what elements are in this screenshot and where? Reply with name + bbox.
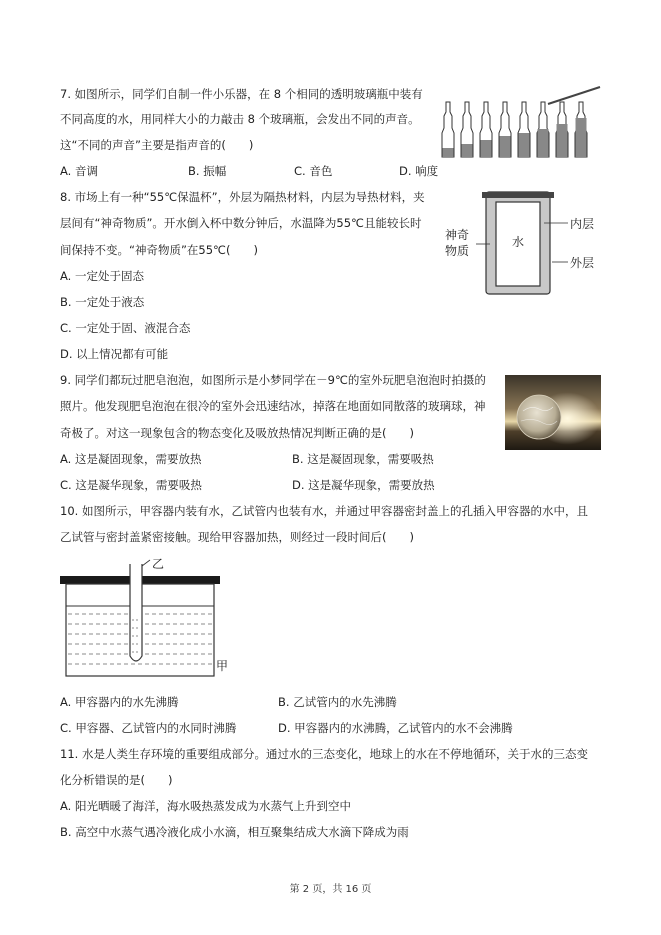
q10-option-a: A. 甲容器内的水先沸腾 xyxy=(60,695,179,709)
q9-option-d: D. 这是凝华现象，需要放热 xyxy=(292,478,435,492)
yi-label: 乙 xyxy=(152,557,165,571)
cup-lid xyxy=(482,192,554,198)
q8-option-c: C. 一定处于固、液混合态 xyxy=(60,321,191,335)
q8-line-2: 层间有“神奇物质”。开水倒入杯中数分钟后，水温降为55℃且能较长时 xyxy=(60,216,422,230)
frozen-bubble xyxy=(517,395,561,439)
inner-layer-label: 内层 xyxy=(570,217,595,231)
q9-option-a: A. 这是凝固现象，需要放热 xyxy=(60,452,202,466)
q7-option-d: D. 响度 xyxy=(399,164,439,178)
q8-option-d: D. 以上情况都有可能 xyxy=(60,347,169,361)
q10-line-1: 10. 如图所示，甲容器内装有水，乙试管内也装有水，并通过甲容器密封盖上的孔插入甲容器的水中，且 xyxy=(60,504,588,518)
q9-line-3: 奇极了。对这一现象包含的物态变化及吸放热情况判断正确的是( ) xyxy=(60,426,414,440)
container-test-tube-figure xyxy=(58,556,233,684)
bottle-3 xyxy=(480,102,492,157)
q11-option-b: B. 高空中水蒸气遇冷液化成小水滴，相互聚集结成大水滴下降成为雨 xyxy=(60,825,409,839)
q9-line-1: 9. 同学们都玩过肥皂泡泡，如图所示是小梦同学在－9℃的室外玩肥皂泡泡时拍摄的 xyxy=(60,373,486,387)
bottle-2 xyxy=(461,102,473,157)
water-label: 水 xyxy=(511,235,525,249)
q9-option-b: B. 这是凝固现象，需要吸热 xyxy=(292,452,434,466)
q8-line-1: 8. 市场上有一种“55℃保温杯”，外层为隔热材料，内层为导热材料，夹 xyxy=(60,190,425,204)
q7-line-1: 7. 如图所示，同学们自制一件小乐器，在 8 个相同的透明玻璃瓶中装有 xyxy=(60,87,423,101)
magic-substance-label-2: 物质 xyxy=(445,244,470,258)
bottle-7 xyxy=(556,102,568,157)
q9-line-2: 照片。他发现肥皂泡泡在很冷的室外会迅速结冰，掉落在地面如同散落的玻璃球，神 xyxy=(60,399,486,413)
glass-bottles-figure xyxy=(440,84,605,160)
q7-option-b: B. 振幅 xyxy=(188,164,227,178)
thermos-cup-figure xyxy=(440,188,605,298)
q7-option-a: A. 音调 xyxy=(60,164,98,178)
bottle-4 xyxy=(499,102,511,157)
bottle-5 xyxy=(518,102,530,157)
magic-substance-label-1: 神奇 xyxy=(445,228,470,242)
q8-line-3: 间保持不变。“神奇物质”在55℃( ) xyxy=(60,243,258,257)
test-tube-yi xyxy=(130,564,142,661)
jia-label: 甲 xyxy=(216,659,229,673)
q8-option-b: B. 一定处于液态 xyxy=(60,295,145,309)
q9-option-c: C. 这是凝华现象，需要吸热 xyxy=(60,478,202,492)
page-footer: 第 2 页，共 16 页 xyxy=(289,884,372,895)
q8-option-a: A. 一定处于固态 xyxy=(60,269,144,283)
q10-line-2: 乙试管与密封盖紧密接触。现给甲容器加热，则经过一段时间后( ) xyxy=(60,530,414,544)
q7-line-3: 这“不同的声音”主要是指声音的( ) xyxy=(60,138,254,152)
q11-option-a: A. 阳光晒暖了海洋，海水吸热蒸发成为水蒸气上升到空中 xyxy=(60,799,351,813)
bottle-8 xyxy=(575,102,587,157)
q10-option-d: D. 甲容器内的水沸腾，乙试管内的水不会沸腾 xyxy=(278,721,513,735)
q10-option-c: C. 甲容器、乙试管内的水同时沸腾 xyxy=(60,721,237,735)
bottle-1 xyxy=(442,102,454,157)
bottle-6 xyxy=(537,102,549,157)
striking-stick xyxy=(548,87,600,104)
frozen-bubble-photo xyxy=(505,375,601,450)
q11-line-2: 化分析错误的是( ) xyxy=(60,773,173,787)
q11-line-1: 11. 水是人类生存环境的重要组成部分。通过水的三态变化，地球上的水在不停地循环，关于水的三态变 xyxy=(60,747,588,761)
q7-option-c: C. 音色 xyxy=(294,164,333,178)
q10-option-b: B. 乙试管内的水先沸腾 xyxy=(278,695,397,709)
q7-line-2: 不同高度的水，用同样大小的力敲击 8 个玻璃瓶，会发出不同的声音。 xyxy=(60,112,420,126)
outer-layer-label: 外层 xyxy=(570,256,595,270)
